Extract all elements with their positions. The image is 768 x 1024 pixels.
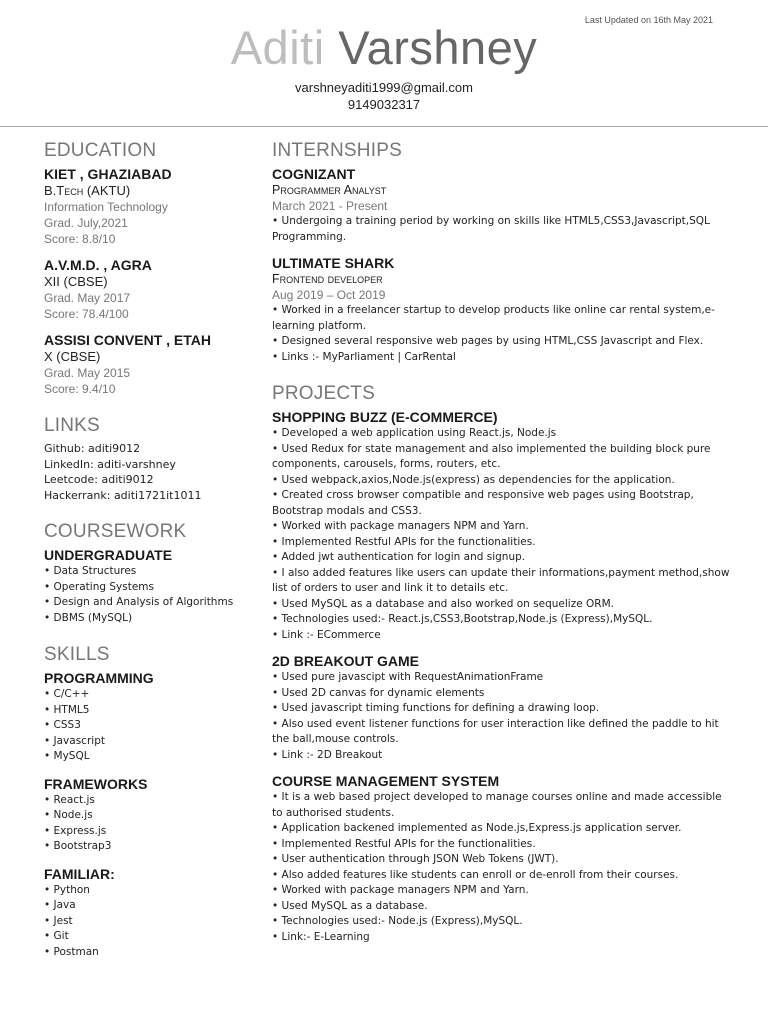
education-line: Score: 9.4/10 bbox=[44, 382, 116, 396]
project-entry bbox=[272, 653, 732, 763]
right-column bbox=[272, 140, 732, 945]
links-title: LINKS bbox=[44, 415, 100, 436]
education-title: EDUCATION bbox=[44, 140, 157, 161]
list-item: • Git bbox=[44, 930, 69, 942]
candidate-name bbox=[0, 20, 768, 75]
education-entry bbox=[44, 332, 259, 397]
project-entry bbox=[272, 409, 732, 643]
list-item[interactable]: • Links :- MyParliament | CarRental bbox=[272, 350, 456, 363]
list-item: • Technologies used:- Node.js (Express),MySQL. bbox=[272, 915, 523, 927]
school-name: KIET , GHAZIABAD bbox=[44, 166, 172, 182]
list-item: • Technologies used:- React.js,CSS3,Bootstrap,Node.js (Express),MySQL. bbox=[272, 613, 653, 625]
degree: XII (CBSE) bbox=[44, 274, 108, 289]
degree: B.Tech (AKTU) bbox=[44, 183, 131, 198]
link-linkedin[interactable]: LinkedIn: aditi-varshney bbox=[44, 457, 176, 471]
job-dates: March 2021 - Present bbox=[272, 199, 388, 213]
list-item: • Undergoing a training period by working on skills like HTML5,CSS3,Javascript,SQL Programming. bbox=[272, 215, 710, 243]
job-role: Programmer Analyst bbox=[272, 183, 387, 197]
internship-entry bbox=[272, 255, 732, 365]
list-item[interactable]: • Link :- 2D Breakout bbox=[272, 748, 383, 761]
list-item: • React.js bbox=[44, 793, 95, 806]
skills-title: SKILLS bbox=[44, 644, 110, 665]
list-item: • DBMS (MySQL) bbox=[44, 611, 133, 624]
job-dates: Aug 2019 – Oct 2019 bbox=[272, 288, 386, 302]
list-item: • Also used event listener functions for user interaction like defined the paddle to hit the ball,mouse controls. bbox=[272, 717, 719, 745]
link-github[interactable]: Github: aditi9012 bbox=[44, 442, 141, 455]
skill-group-title: FAMILIAR: bbox=[44, 865, 115, 882]
skill-group-title: PROGRAMMING bbox=[44, 670, 154, 686]
phone: 9149032317 bbox=[347, 97, 421, 112]
school-name: ASSISI CONVENT , ETAH bbox=[44, 332, 211, 348]
contact-block bbox=[0, 79, 768, 113]
list-item[interactable]: • Link :- ECommerce bbox=[272, 628, 381, 641]
first-name: Aditi bbox=[230, 21, 325, 74]
list-item: • Added jwt authentication for login and signup. bbox=[272, 551, 526, 563]
degree: X (CBSE) bbox=[44, 349, 101, 364]
education-line: Grad. May 2015 bbox=[44, 366, 131, 380]
project-entry bbox=[272, 773, 732, 945]
education-line: Score: 78.4/100 bbox=[44, 307, 129, 321]
list-item: • Node.js bbox=[44, 809, 93, 821]
list-item: • Worked with package managers NPM and Yarn. bbox=[272, 884, 529, 896]
list-item: • Designed several responsive web pages by using HTML,CSS Javascript and Flex. bbox=[272, 335, 704, 347]
list-item: • CSS3 bbox=[44, 719, 81, 731]
internships-title: INTERNSHIPS bbox=[272, 140, 402, 161]
list-item: • Used pure javascipt with RequestAnimationFrame bbox=[272, 671, 544, 683]
list-item: • Express.js bbox=[44, 824, 107, 837]
education-line: Information Technology bbox=[44, 200, 168, 214]
list-item: • Used MySQL as a database and also worked on sequelize ORM. bbox=[272, 597, 614, 610]
list-item: • Application backened implemented as Node.js,Express.js application server. bbox=[272, 822, 682, 834]
list-item: • Developed a web application using React.js, Node.js bbox=[272, 427, 557, 439]
project-name: SHOPPING BUZZ (E-COMMERCE) bbox=[272, 409, 498, 425]
list-item: • Used webpack,axios,Node.js(express) as dependencies for the application. bbox=[272, 473, 675, 486]
link-hackerrank[interactable]: Hackerrank: aditi1721it1011 bbox=[44, 488, 202, 502]
list-item: • Implemented Restful APIs for the functionalities. bbox=[272, 837, 536, 850]
list-item: • Operating Systems bbox=[44, 580, 154, 593]
list-item: • Also added features like students can enroll or de-enroll from their courses. bbox=[272, 868, 679, 881]
education-line: Grad. May 2017 bbox=[44, 291, 131, 305]
list-item: • Python bbox=[44, 883, 90, 896]
project-name: 2D BREAKOUT GAME bbox=[272, 653, 420, 669]
internship-entry bbox=[272, 166, 732, 245]
education-entry bbox=[44, 166, 259, 247]
list-item: • Used Redux for state management and also implemented the building block pure components, carousels, forms, routers, etc. bbox=[272, 442, 711, 470]
list-item: • It is a web based project developed to manage courses online and made accessible to authorised students. bbox=[272, 791, 722, 819]
list-item: • Postman bbox=[44, 945, 99, 958]
coursework-subhead: UNDERGRADUATE bbox=[44, 547, 173, 563]
skill-group-title: FRAMEWORKS bbox=[44, 775, 148, 792]
list-item: • Java bbox=[44, 899, 76, 911]
list-item: • Used 2D canvas for dynamic elements bbox=[272, 686, 485, 699]
list-item: • C/C++ bbox=[44, 688, 90, 700]
coursework-title: COURSEWORK bbox=[44, 521, 187, 542]
email[interactable]: varshneyaditi1999@gmail.com bbox=[295, 80, 473, 95]
list-item: • Bootstrap3 bbox=[44, 840, 112, 852]
list-item: • Jest bbox=[44, 914, 73, 927]
last-updated: Last Updated on 16th May 2021 bbox=[584, 15, 713, 25]
school-name: A.V.M.D. , AGRA bbox=[44, 257, 152, 273]
last-name: Varshney bbox=[338, 21, 538, 74]
header-divider bbox=[0, 126, 768, 127]
list-item: • Implemented Restful APIs for the functionalities. bbox=[272, 535, 536, 548]
education-line: Grad. July,2021 bbox=[44, 216, 128, 230]
list-item: • Used javascript timing functions for defining a drawing loop. bbox=[272, 702, 600, 714]
list-item[interactable]: • Link:- E-Learning bbox=[272, 930, 370, 943]
list-item: • Created cross browser compatible and responsive web pages using Bootstrap, Bootstrap modals and CSS3. bbox=[272, 489, 694, 517]
education-entry bbox=[44, 257, 259, 322]
projects-title: PROJECTS bbox=[272, 383, 375, 404]
list-item: • I also added features like users can update their informations,payment method,show list of orders to user and link it to details etc. bbox=[272, 566, 730, 594]
list-item: • Used MySQL as a database. bbox=[272, 899, 428, 912]
project-name: COURSE MANAGEMENT SYSTEM bbox=[272, 773, 500, 789]
list-item: • Worked with package managers NPM and Yarn. bbox=[272, 520, 529, 532]
job-role: Frontend developer bbox=[272, 272, 383, 286]
education-line: Score: 8.8/10 bbox=[44, 232, 116, 246]
list-item: • MySQL bbox=[44, 750, 90, 762]
company-name: COGNIZANT bbox=[272, 166, 356, 182]
list-item: • User authentication through JSON Web Tokens (JWT). bbox=[272, 853, 559, 865]
list-item: • HTML5 bbox=[44, 703, 90, 716]
left-column bbox=[44, 140, 259, 960]
list-item: • Data Structures bbox=[44, 565, 137, 577]
company-name: ULTIMATE SHARK bbox=[272, 255, 395, 271]
list-item: • Worked in a freelancer startup to develop products like online car rental system,e-learning platform. bbox=[272, 304, 715, 332]
link-leetcode[interactable]: Leetcode: aditi9012 bbox=[44, 473, 154, 486]
list-item: • Javascript bbox=[44, 734, 105, 747]
list-item: • Design and Analysis of Algorithms bbox=[44, 596, 234, 608]
